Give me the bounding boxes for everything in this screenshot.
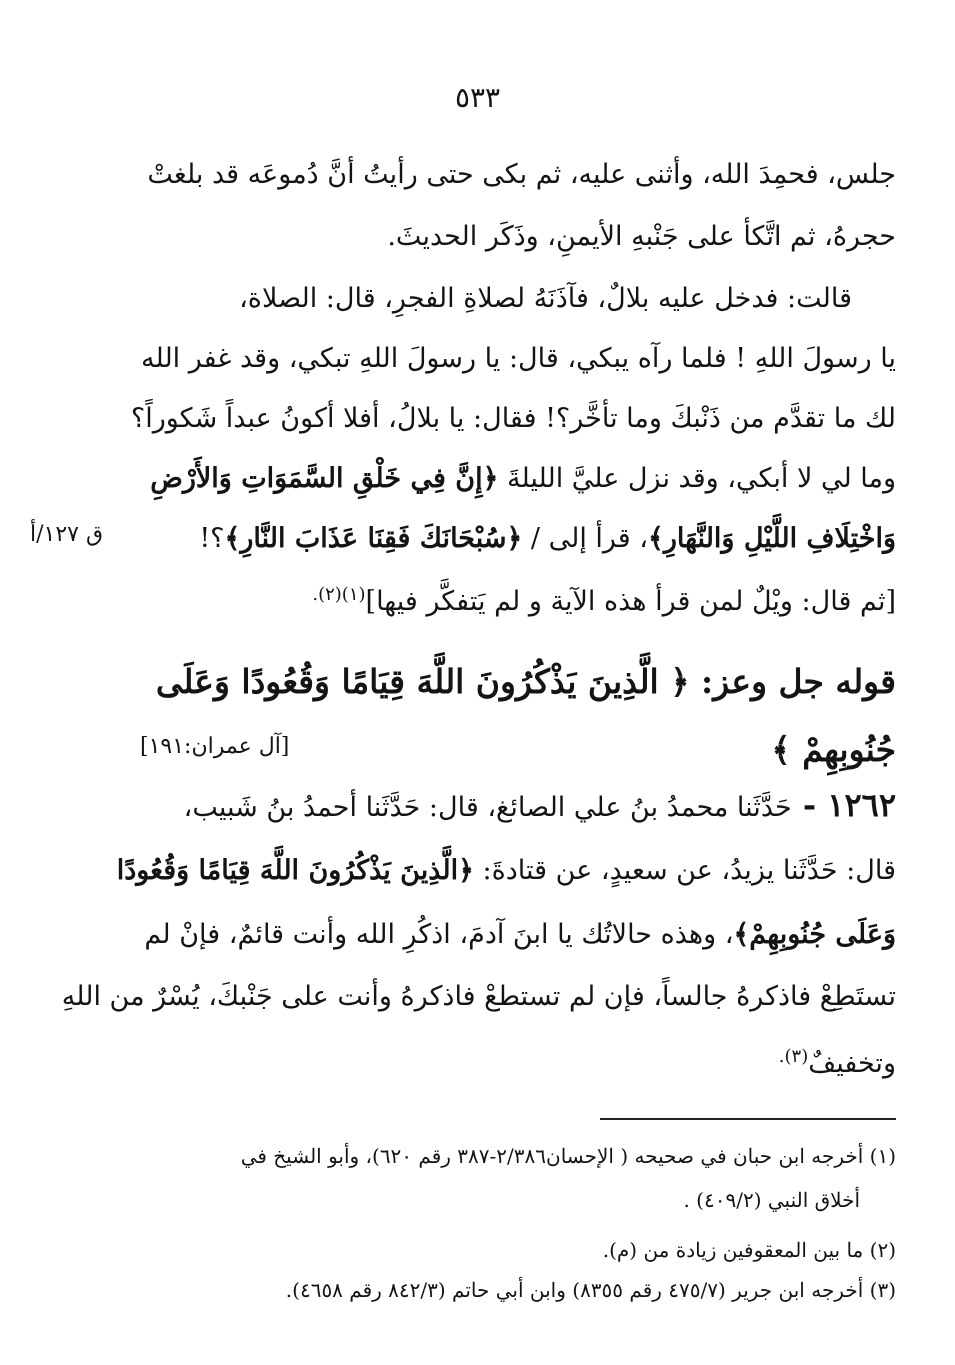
text-line [96, 510, 896, 568]
footnote-ref: (١)(٢). [312, 584, 366, 605]
bracketed-addition: [ثم قال: ويْلٌ لمن قرأ هذه الآية و لم يَتفكَّر فيها] [365, 586, 896, 617]
quran-verse: ﴿إِنَّ فِي خَلْقِ السَّمَوَاتِ وَالأَرْضِ [150, 463, 499, 494]
text-segment: ؟! [199, 523, 225, 554]
footnote-divider [600, 1118, 896, 1120]
verse-heading [96, 652, 896, 782]
hadith-dash: - [791, 786, 828, 824]
text-segment: وما لي لا أبكي، وقد نزل عليَّ الليلةَ [498, 463, 896, 494]
text-line [96, 566, 896, 624]
text-segment: قال: حَدَّثَنا يزيدُ، عن سعيدٍ، عن قتادةَ: [473, 855, 896, 886]
quran-verse: ﴿سُبْحَانَكَ فَقِنَا عَذَابَ النَّارِ﴾ [224, 523, 523, 554]
footnote-2: (٢) ما بين المعقوفين زيادة من (م). [602, 1238, 896, 1262]
text-line: لك ما تقدَّم من ذَنْبكَ وما تأخَّر؟! فقال: يا بلالُ، أفلا أكونُ عبداً شَكوراً؟ [130, 403, 896, 434]
quran-verse: ﴿الَّذِينَ يَذْكُرُونَ اللَّهَ قِيَامًا وَقُعُودًا [116, 855, 474, 886]
text-segment: حَدَّثَنا محمدُ بنُ علي الصائغ، قال: حَدَّثَنا أحمدُ بنُ شَبيب، [183, 792, 792, 823]
footnote-ref: (٣). [778, 1046, 809, 1067]
text-line: جلس، فحمِدَ الله، وأثنى عليه، ثم بكى حتى رأيتُ أنَّ دُموعَه قد بلغتْ [147, 159, 896, 190]
quran-verse: وَعَلَى جُنُوبِهِمْ﴾ [733, 919, 896, 950]
text-line: قالت: فدخل عليه بلالٌ، فآذَنَهُ لصلاةِ الفجرِ، قال: الصلاة، [239, 283, 852, 314]
text-segment: ، قرأ إلى / [522, 523, 649, 554]
paragraph-1 [96, 146, 896, 266]
hadith-1262 [61, 776, 896, 1079]
text-line: حجرهُ، ثم اتَّكأ على جَنْبهِ الأيمنِ، وذَكَر الحديثَ. [387, 221, 896, 252]
text-line: تستَطِعْ فاذكرهُ جالساً، فإن لم تستطعْ فاذكرهُ وأنت على جَنْبكَ، يُسْرٌ من اللهِ [61, 981, 896, 1012]
footnote-1: (١) أخرجه ابن حبان في صحيحه ( الإحسان٢/٣٨٦-٣٨٧ رقم ٦٢٠)، وأبو الشيخ في [240, 1144, 896, 1168]
text-segment: وتخفيفٌ [808, 1048, 896, 1079]
page-number: ٥٣٣ [454, 81, 501, 114]
text-segment: ، وهذه حالاتُك يا ابنَ آدمَ، اذكُرِ الله وأنت قائمٌ، فإنْ لم [144, 919, 734, 950]
text-line [96, 842, 896, 900]
text-line: يا رسولَ اللهِ ! فلما رآه يبكي، قال: يا رسولَ اللهِ تبكي، وقد غفر الله [141, 343, 896, 374]
text-line [96, 906, 896, 964]
manuscript-folio-note: ق ١٢٧/أ [30, 522, 104, 547]
heading-line [96, 652, 896, 712]
footnote-3: (٣) أخرجه ابن جرير (٤٧٥/٧ رقم ٨٣٥٥) وابن أبي حاتم (٨٤٢/٣ رقم ٤٦٥٨). [285, 1278, 896, 1302]
verse-reference: [آل عمران:١٩١] [140, 734, 290, 759]
quran-verse: وَاخْتِلَافِ اللَّيْلِ وَالنَّهَارِ﴾ [648, 523, 896, 554]
footnote-1-continued: أخلاق النبي (٤٠٩/٢) . [683, 1188, 860, 1212]
paragraph-2 [96, 270, 896, 630]
heading-line: جُنُوبِهِمْ ﴾ [771, 730, 896, 769]
text-line [96, 1028, 896, 1086]
hadith-number: ١٢٦٢ [827, 786, 896, 824]
text-line [96, 776, 896, 834]
text-line [96, 450, 896, 508]
heading-label: قوله جل وعز: [689, 662, 896, 701]
quran-verse: ﴿ الَّذِينَ يَذْكُرُونَ اللَّهَ قِيَامًا وَقُعُودًا وَعَلَى [155, 662, 690, 701]
